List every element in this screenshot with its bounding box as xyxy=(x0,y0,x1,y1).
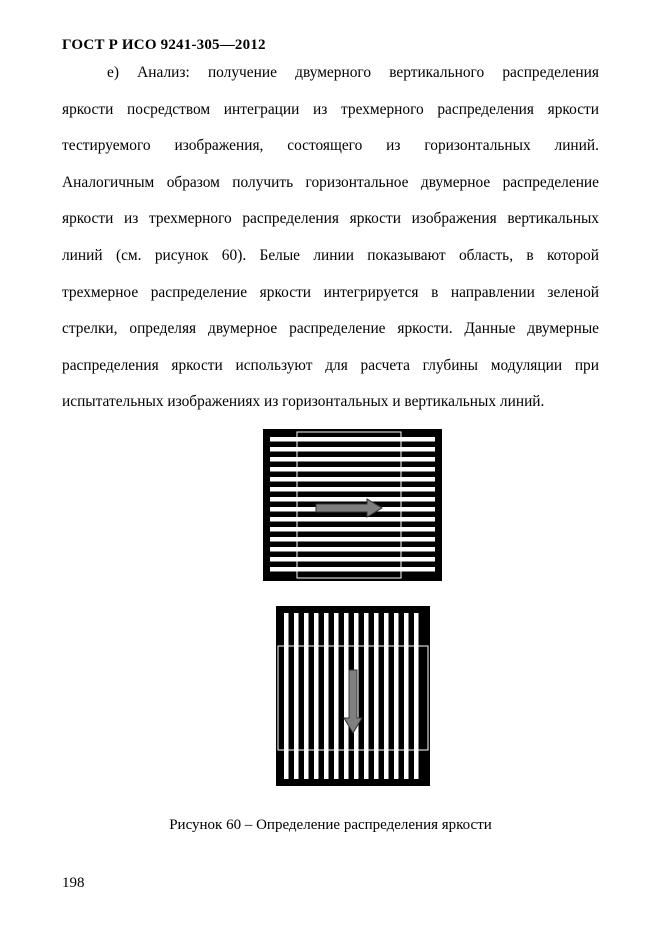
paragraph-line: испытательных изображениях из горизонтальных и вертикальных линий. xyxy=(62,393,545,411)
body-paragraph xyxy=(62,55,599,421)
white-stripe xyxy=(344,613,349,779)
paragraph-line: линий (см. рисунок 60). Белые линии показывают область, в которой xyxy=(62,246,599,264)
white-stripe xyxy=(270,527,435,532)
white-stripe xyxy=(270,477,435,482)
paragraph-line: Аналогичным образом получить горизонтальное двумерное распределение xyxy=(62,173,599,191)
document-header: ГОСТ Р ИСО 9241-305—2012 xyxy=(62,37,266,53)
white-stripe xyxy=(304,613,309,779)
white-stripe xyxy=(270,497,435,502)
horizontal-lines-figure xyxy=(263,429,442,581)
white-stripe xyxy=(270,487,435,492)
page-number: 198 xyxy=(62,875,85,891)
white-stripe xyxy=(270,467,435,472)
white-stripe xyxy=(324,613,329,779)
white-stripe xyxy=(270,557,435,562)
paragraph-line: яркости посредством интеграции из трехмерного распределения яркости xyxy=(62,100,599,118)
figure-caption: Рисунок 60 – Определение распределения яркости xyxy=(169,817,492,833)
white-stripe xyxy=(404,613,409,779)
vertical-lines-figure xyxy=(276,606,430,786)
white-stripe xyxy=(374,613,379,779)
white-stripe xyxy=(384,613,389,779)
white-stripe xyxy=(394,613,399,779)
paragraph-line: яркости из трехмерного распределения яркости изображения вертикальных xyxy=(62,210,599,228)
white-stripe xyxy=(270,447,435,452)
white-stripe xyxy=(284,613,289,779)
white-stripe xyxy=(314,613,319,779)
white-stripe xyxy=(270,537,435,542)
white-stripe xyxy=(270,457,435,462)
white-stripe xyxy=(364,613,369,779)
paragraph-line: стрелки, определяя двумерное распределение яркости. Данные двумерные xyxy=(62,320,599,338)
paragraph-line: распределения яркости используют для расчета глубины модуляции при xyxy=(62,356,599,374)
white-stripe xyxy=(334,613,339,779)
white-stripe xyxy=(294,613,299,779)
paragraph-line: трехмерное распределение яркости интегрируется в направлении зеленой xyxy=(62,283,599,301)
white-stripe xyxy=(414,613,419,779)
white-stripe xyxy=(270,437,435,442)
paragraph-line: е) Анализ: получение двумерного вертикального распределения xyxy=(107,64,599,81)
paragraph-line: тестируемого изображения, состоящего из горизонтальных линий. xyxy=(62,137,599,155)
white-stripe xyxy=(270,547,435,552)
white-stripe xyxy=(270,517,435,522)
white-stripe xyxy=(270,567,435,572)
